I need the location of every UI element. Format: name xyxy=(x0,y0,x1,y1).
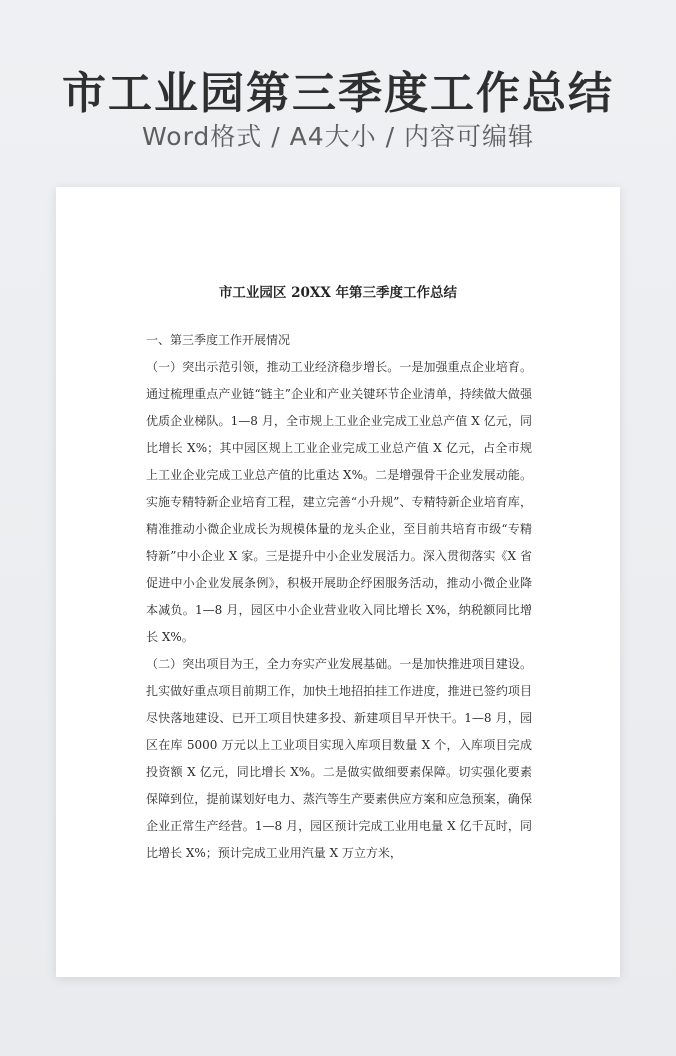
banner-subtitle: Word格式 / A4大小 / 内容可编辑 xyxy=(142,122,534,151)
section-heading: 一、第三季度工作开展情况 xyxy=(146,333,291,347)
document-page xyxy=(56,187,620,977)
document-title: 市工业园区 20XX 年第三季度工作总结 xyxy=(218,285,458,301)
banner-title: 市工业园第三季度工作总结 xyxy=(62,68,614,119)
paragraph-1: （一）突出示范引领，推动工业经济稳步增长。一是加强重点企业培育。通过梳理重点产业链“链主”企业和产业关键环节企业清单，持续做大做强优质企业梯队。1—8 月，全市规上工业企业完成工业总产值 X 亿元，同比增长 X%；其中园区规上工业企业完成工业总产值 X 亿元，占全市规上工业企业完成工业总产值的比重达 X%。二是增强骨干企业发展动能。实施专精特新企业培育工程，建立完善“小升规”、专精特新企业培育库，精准推动小微企业成长为规模体量的龙头企业，至目前共培育市级“专精特新”中小企业 X 家。三是提升中小企业发展活力。深入贯彻落实《X 省促进中小企业发展条例》，积极开展助企纾困服务活动，推动小微企业降本减负。1—8 月，园区中小企业营业收入同比增长 X%，纳税额同比增长 X%。 xyxy=(146,360,532,644)
paragraph-2: （二）突出项目为王，全力夯实产业发展基础。一是加快推进项目建设。扎实做好重点项目前期工作，加快土地招拍挂工作进度，推进已签约项目尽快落地建设、已开工项目快建多投、新建项目早开快干。1—8 月，园区在库 5000 万元以上工业项目实现入库项目数量 X 个，入库项目完成投资额 X 亿元，同比增长 X%。二是做实做细要素保障。切实强化要素保障到位，提前谋划好电力、蒸汽等生产要素供应方案和应急预案，确保企业正常生产经营。1—8 月，园区预计完成工业用电量 X 亿千瓦时，同比增长 X%；预计完成工业用汽量 X 万立方米， xyxy=(146,657,532,860)
document-body xyxy=(146,327,532,867)
